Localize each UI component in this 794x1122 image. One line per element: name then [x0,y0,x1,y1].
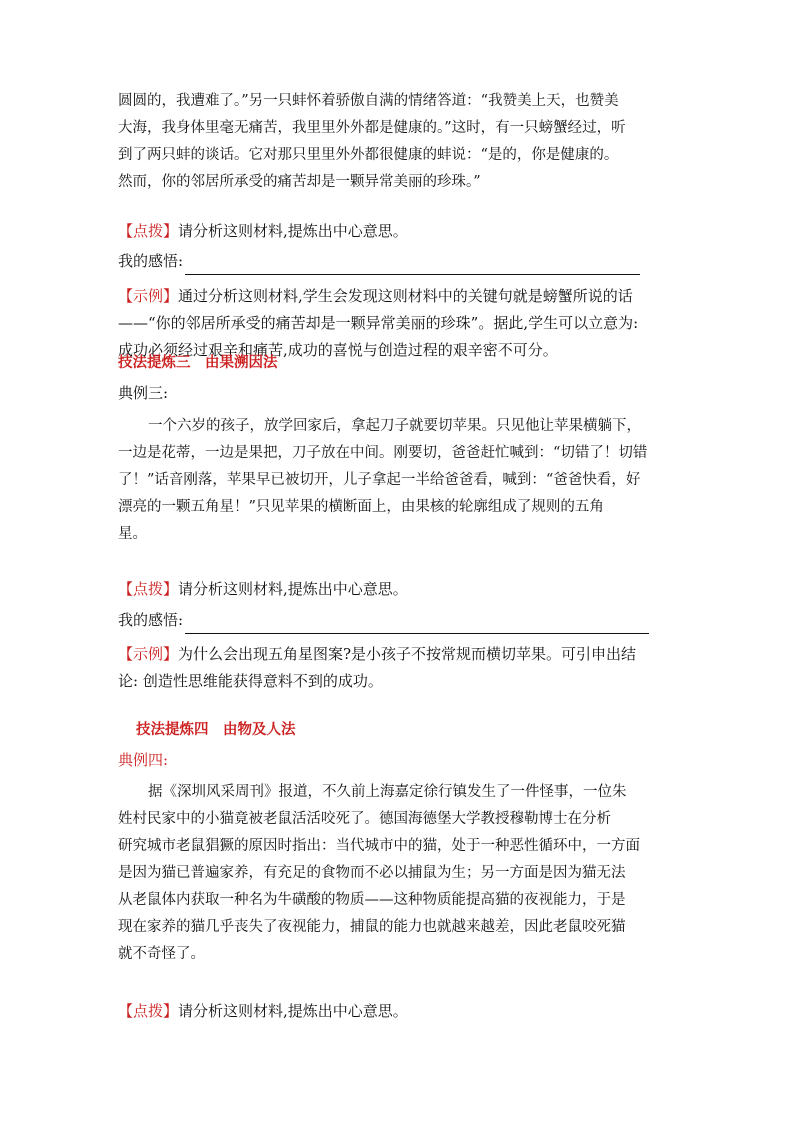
story-line: 大海，我身体里毫无痛苦，我里里外外都是健康的。”这时，有一只螃蟹经过，听 [118,120,626,136]
example-block-3 [118,641,678,695]
hint-tag: 【点拨】 [118,222,179,240]
hint-tag: 【点拨】 [118,1002,179,1020]
story-line: 一边是花蒂，一边是果把，刀子放在中间。刚要切，爸爸赶忙喊到：“切错了！切错 [118,445,648,461]
hint-row-1 [118,218,678,245]
hint-row-2 [118,576,678,603]
hint-text: 请分析这则材料,提炼出中心意思。 [178,222,408,240]
example-text: 为什么会出现五角星图案?是小孩子不按常规而横切苹果。可引申出结 [178,645,637,663]
story-continuation [118,88,678,196]
story-line: 星。 [118,526,147,542]
hint-tag: 【点拨】 [118,580,179,598]
story-line: 漂亮的一颗五角星！”只见苹果的横断面上，由果核的轮廓组成了规则的五角 [118,499,604,515]
section-heading: 技法提炼三 由果溯因法 [118,355,278,371]
example-text: 成功必须经过艰辛和痛苦,成功的喜悦与创造过程的艰辛密不可分。 [118,341,558,359]
example-text: 论: 创造性思维能获得意料不到的成功。 [118,672,383,690]
section-3-heading-row [118,350,678,377]
reflection-label: 我的感悟: [118,611,184,629]
example-tag: 【示例】 [118,645,179,663]
section-heading: 技法提炼四 由物及人法 [136,722,296,738]
example-label: 典例四: [118,751,169,769]
story-4 [118,779,678,968]
story-line: 了！”话音刚落，苹果早已被切开，儿子拿起一半给爸爸看，喊到：“爸爸快看，好 [118,472,641,488]
reflection-answer-line[interactable] [185,256,640,275]
hint-row-3 [118,998,678,1025]
hint-text: 请分析这则材料,提炼出中心意思。 [178,580,408,598]
reflection-row-1 [118,248,678,275]
example-label: 典例三: [118,384,169,402]
reflection-answer-line[interactable] [185,615,649,634]
reflection-row-2 [118,607,678,634]
story-line: 到了两只蚌的谈话。它对那只里里外外都很健康的蚌说：“是的，你是健康的。 [118,147,619,163]
example-label-row-3 [118,380,678,407]
story-line: 然而，你的邻居所承受的痛苦却是一颗异常美丽的珍珠。” [118,174,481,190]
reflection-label: 我的感悟: [118,252,184,270]
example-text: ——“你的邻居所承受的痛苦却是一颗异常美丽的珍珠”。据此,学生可以立意为: [118,314,639,332]
example-label-row-4 [118,747,678,774]
story-line: 研究城市老鼠猖獗的原因时指出：当代城市中的猫，处于一种恶性循环中，一方面 [118,838,640,854]
story-line: 姓村民家中的小猫竟被老鼠活活咬死了。德国海德堡大学教授穆勒博士在分析 [118,811,611,827]
story-line: 一个六岁的孩子，放学回家后，拿起刀子就要切苹果。只见他让苹果横躺下， [148,418,641,434]
story-line: 从老鼠体内获取一种名为牛磺酸的物质——这种物质能提高猫的夜视能力，于是 [118,892,626,908]
story-3 [118,413,678,548]
hint-text: 请分析这则材料,提炼出中心意思。 [178,1002,408,1020]
story-line: 是因为猫已普遍家养，有充足的食物而不必以捕鼠为生；另一方面是因为猫无法 [118,865,626,881]
section-4-heading-row [136,717,696,744]
story-line: 就不奇怪了。 [118,946,205,962]
story-line: 圆圆的，我遭难了。”另一只蚌怀着骄傲自满的情绪答道：“我赞美上天，也赞美 [118,93,619,109]
story-line: 据《深圳风采周刊》报道，不久前上海嘉定徐行镇发生了一件怪事，一位朱 [148,784,627,800]
example-tag: 【示例】 [118,287,179,305]
example-text: 通过分析这则材料,学生会发现这则材料中的关键句就是螃蟹所说的话 [178,287,633,305]
story-line: 现在家养的猫几乎丧失了夜视能力，捕鼠的能力也就越来越差，因此老鼠咬死猫 [118,919,626,935]
